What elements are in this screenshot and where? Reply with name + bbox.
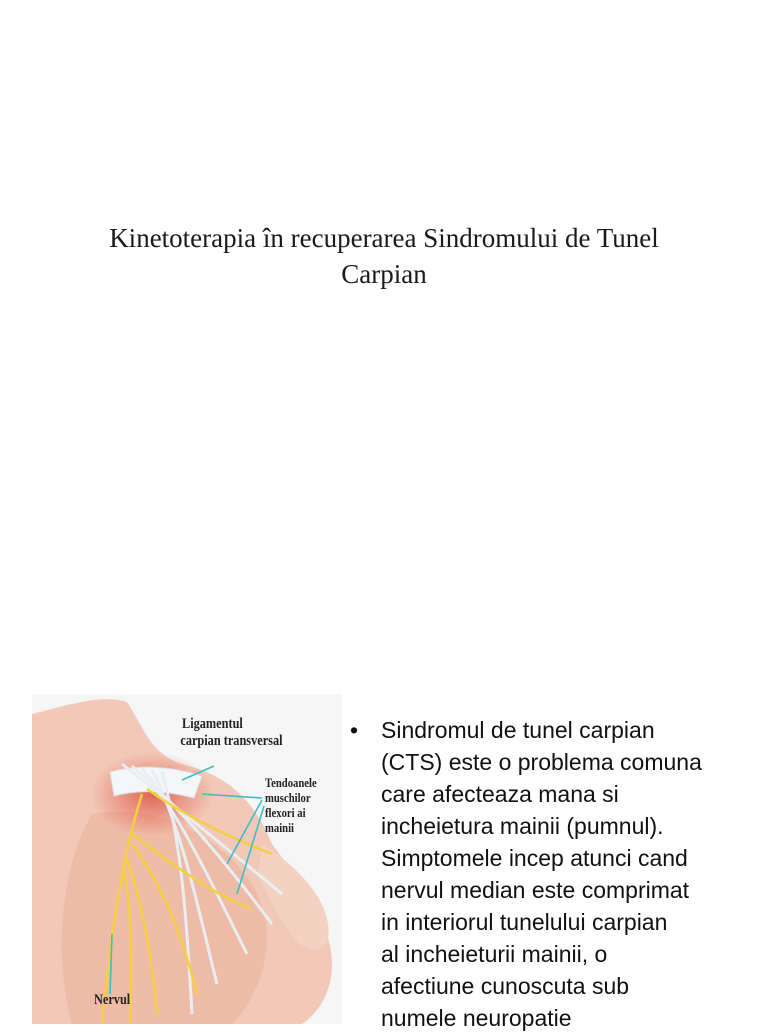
- bullet-line: care afecteaza mana si: [381, 781, 619, 807]
- bullet-line: numele neuropatie: [381, 1005, 572, 1031]
- bullet-line: (CTS) este o problema comuna: [381, 749, 702, 775]
- bullet-line: nervul median este comprimat: [381, 877, 690, 903]
- bullet-line: afectiune cunoscuta sub: [381, 973, 630, 999]
- bullet-lines: [381, 714, 762, 1034]
- slide-title: [60, 220, 708, 292]
- bullet-line: Sindromul de tunel carpian: [381, 717, 655, 743]
- title-line-2: Carpian: [341, 259, 427, 289]
- bullet-marker: •: [350, 717, 359, 743]
- label-flexor-tendons: Tendoanele muschilor flexori ai mainii: [265, 775, 317, 835]
- bullet-line: in interiorul tunelului carpian: [381, 909, 668, 935]
- bullet-paragraph: [350, 714, 762, 1034]
- wrist-anatomy-illustration: [32, 694, 342, 1024]
- label-transverse-ligament: Ligamentul carpian transversal: [180, 716, 283, 750]
- bullet-line: incheietura mainii (pumnul).: [381, 813, 664, 839]
- bullet-line: Simptomele incep atunci cand: [381, 845, 688, 871]
- bullet-line: al incheieturii mainii, o: [381, 941, 608, 967]
- title-line-1: Kinetoterapia în recuperarea Sindromului de Tunel: [109, 223, 659, 253]
- label-nerve: Nervul: [94, 992, 131, 1008]
